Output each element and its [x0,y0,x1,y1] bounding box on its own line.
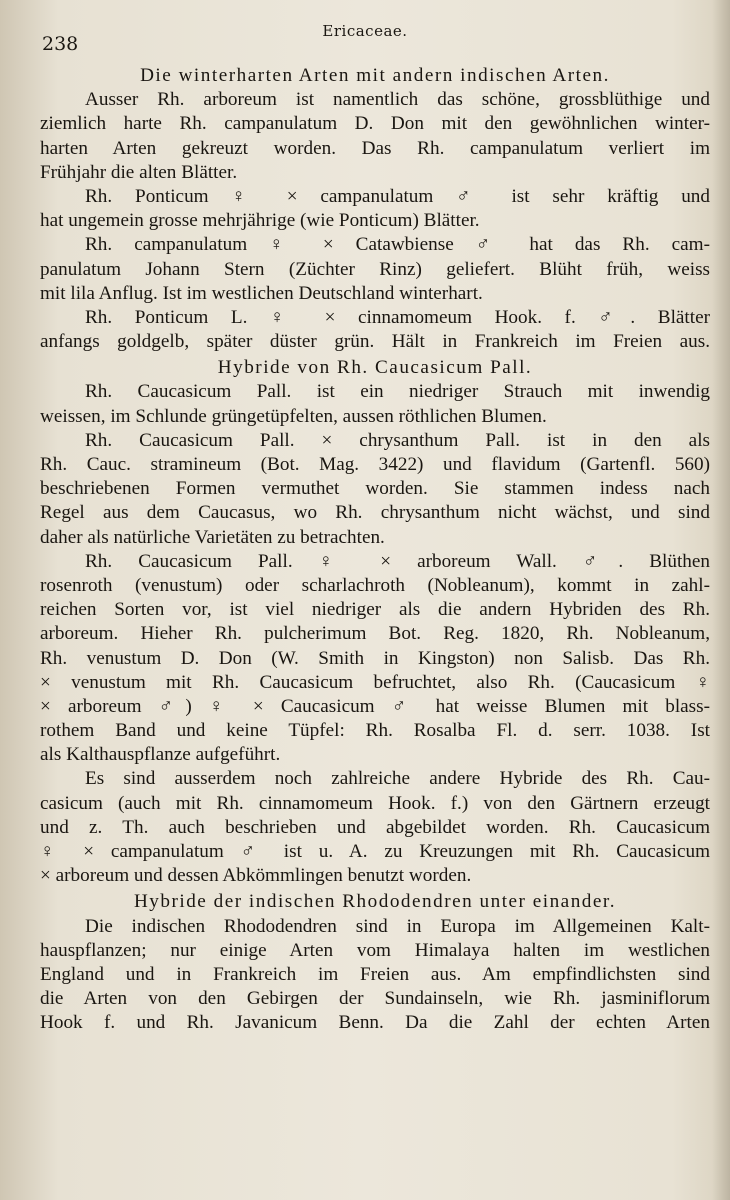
text-line: Rh. Cauc. stramineum (Bot. Mag. 3422) und flavidum (Gartenfl. 560) [40,454,710,475]
text-line: arboreum. Hieher Rh. pulcherimum Bot. Reg. 1820, Rh. Nobleanum, [40,623,710,645]
running-head: Ericaceae. [322,22,408,40]
text-line: beschriebenen Formen vermuthet worden. Sie stammen indess nach [40,478,710,500]
text-line: rothem Band und keine Tüpfel: Rh. Rosalba Fl. d. serr. 1038. Ist [40,720,710,742]
text-line: × arboreum ♂) ♀ × Caucasicum ♂ hat weisse Blumen mit blass- [40,695,710,717]
text-line: ziemlich harte Rh. campanulatum D. Don mit den gewöhnlichen winter- [40,113,710,135]
text-line: England und in Frankreich im Freien aus. Am empfindlichsten sind [40,963,710,985]
text-line: Rh. Ponticum L. ♀ × cinnamomeum Hook. f. ♂. Blätter [85,306,710,328]
text-line: Rh. Caucasicum Pall. ♀ × arboreum Wall. ♂. Blüthen [85,550,710,572]
text-line: Die indischen Rhododendren sind in Europa im Allgemeinen Kalt- [85,915,710,937]
text-line: ♀ × campanulatum ♂ ist u. A. zu Kreuzungen mit Rh. Caucasicum [40,841,710,862]
text-line: daher als natürliche Varietäten zu betrachten. [40,526,385,548]
section-heading: Hybride von Rh. Caucasicum Pall. [217,357,533,379]
page-body-text [40,62,710,1036]
page-header [0,0,730,60]
text-line: die Arten von den Gebirgen der Sundainseln, wie Rh. jasminiflorum [40,988,710,1010]
text-line: Rh. Caucasicum Pall. × chrysanthum Pall. ist in den als [85,429,710,451]
text-line: Es sind ausserdem noch zahlreiche andere Hybride des Rh. Cau- [85,768,710,790]
text-line: als Kalthauspflanze aufgeführt. [40,744,281,766]
text-line: × venustum mit Rh. Caucasicum befruchtet, also Rh. (Caucasicum ♀ [40,671,710,693]
text-line: und z. Th. auch beschrieben und abgebildet worden. Rh. Caucasicum [40,816,710,838]
text-line: rosenroth (venustum) oder scharlachroth (Nobleanum), kommt in zahl- [40,574,710,596]
text-line: mit lila Anflug. Ist im westlichen Deutschland winterhart. [40,282,483,304]
text-line: weissen, im Schlunde grüngetüpfelten, aussen röthlichen Blumen. [40,405,547,427]
text-line: harten Arten gekreuzt worden. Das Rh. campanulatum verliert im [40,137,710,159]
text-line: panulatum Johann Stern (Züchter Rinz) geliefert. Blüht früh, weiss [40,258,710,280]
text-line: anfangs goldgelb, später düster grün. Hält in Frankreich im Freien aus. [40,331,710,353]
text-line: reichen Sorten vor, ist viel niedriger als die andern Hybriden des Rh. [40,599,710,621]
section-heading: Hybride der indischen Rhododendren unter einander. [133,891,617,913]
text-line: Rh. campanulatum ♀ × Catawbiense ♂ hat das Rh. cam- [85,234,710,256]
text-line: × arboreum und dessen Abkömmlingen benutzt worden. [40,865,472,887]
page-number: 238 [42,33,79,55]
page-edge-shadow [712,0,730,1200]
text-line: casicum (auch mit Rh. cinnamomeum Hook. f.) von den Gärtnern erzeugt [40,792,710,814]
text-line: Ausser Rh. arboreum ist namentlich das schöne, grossblüthige und [85,89,710,111]
text-line: hat ungemein grosse mehrjährige (wie Ponticum) Blätter. [40,210,480,232]
text-line: Rh. venustum D. Don (W. Smith in Kingston) non Salisb. Das Rh. [40,647,710,669]
text-line: Hook f. und Rh. Javanicum Benn. Da die Zahl der echten Arten [40,1012,710,1034]
text-line: Rh. Caucasicum Pall. ist ein niedriger Strauch mit inwendig [85,381,710,403]
text-line: Rh. Ponticum ♀ × campanulatum ♂ ist sehr kräftig und [85,185,710,207]
text-line: Frühjahr die alten Blätter. [40,161,238,183]
text-line: hauspflanzen; nur einige Arten vom Himalaya halten im westlichen [40,939,710,961]
section-heading: Die winterharten Arten mit andern indischen Arten. [140,65,610,86]
text-line: Regel aus dem Caucasus, wo Rh. chrysanthum nicht wächst, und sind [40,502,710,524]
